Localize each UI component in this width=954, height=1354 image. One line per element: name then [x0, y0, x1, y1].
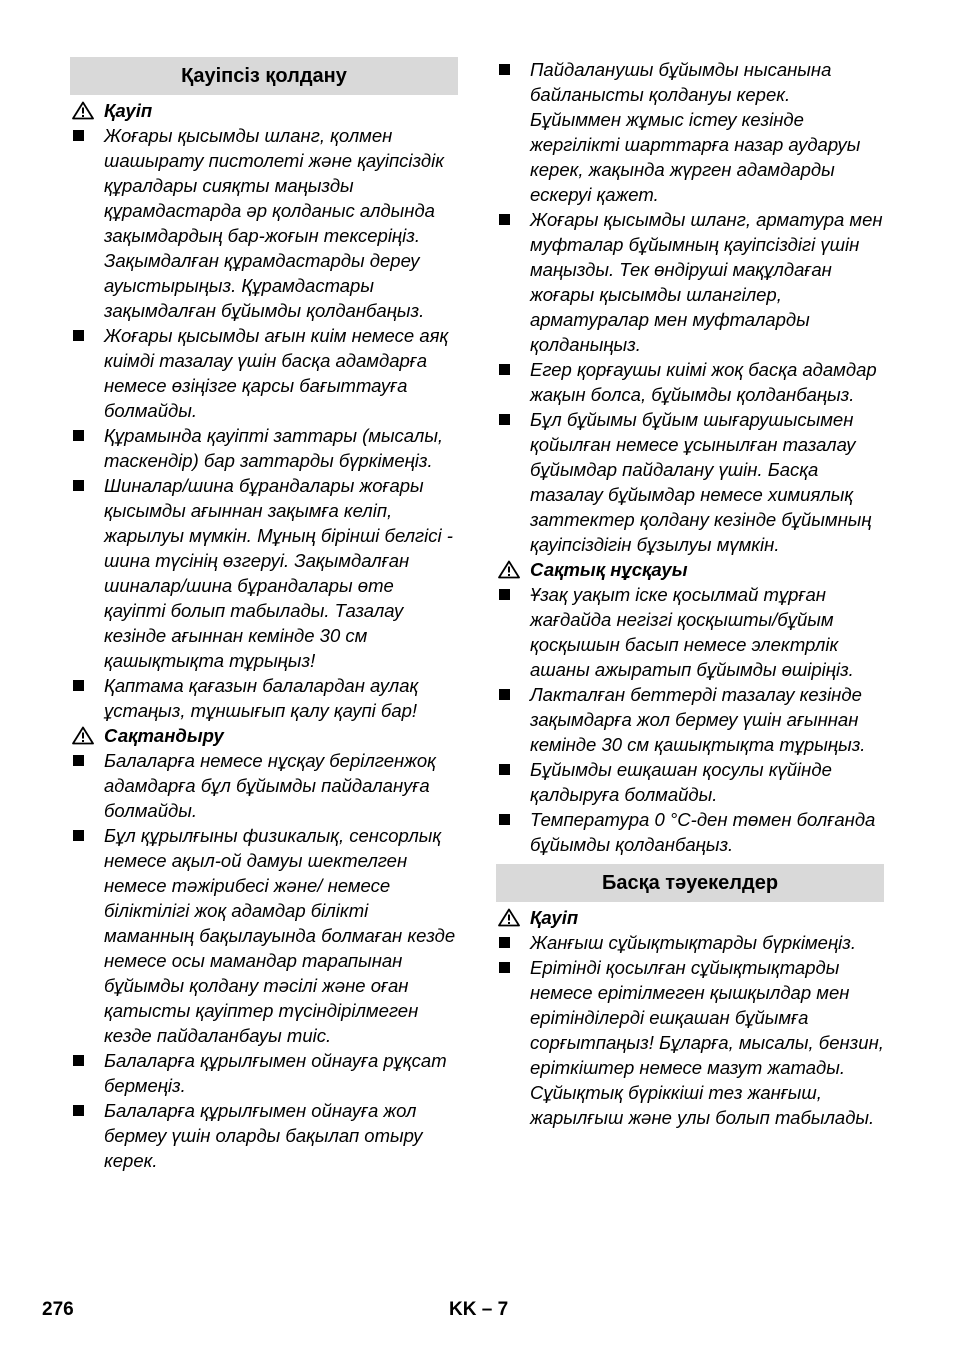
notice-title: Сақтық нұсқауы	[530, 559, 688, 580]
page-number: 276	[42, 1299, 74, 1320]
intro-list	[496, 57, 884, 557]
list-item: Температура 0 °C-ден төмен болғанда бұйымды қолданбаңыз.	[496, 807, 884, 857]
list-item: Пайдаланушы бұйымды нысанына байланысты қолдануы керек. Бұйыммен жұмыс істеу кезінде жергілікті шарттарға назар аударуы керек, жақында жүрген адамдарды ескеруі қажет.	[496, 57, 884, 207]
caution-title: Сақтандыру	[104, 725, 224, 746]
caution-list	[70, 748, 458, 1173]
danger-label	[70, 98, 458, 123]
list-item: Жоғары қысымды шланг, қолмен шашырату пистолеті және қауіпсіздік құралдары сияқты маңызды құрамдастарда әр қолданыс алдында зақымдардың бар-жоғын тексеріңіз. Зақымдалған құрамдастарды дереу ауыстырыңыз. Құрамдастары зақымдалған бұйымды қолданбаңыз.	[70, 123, 458, 323]
list-item: Жоғары қысымды ағын киім немесе аяқ киімді тазалау үшін басқа адамдарға немесе өзіңізге қарсы бағыттауға болмайды.	[70, 323, 458, 423]
list-item: Бұл құрылғыны физикалық, сенсорлық немесе ақыл-ой дамуы шектелген немесе тәжірибесі және/ немесе біліктілігі жоқ адамдар білікті маманның бақылауында болмаған кезде немесе осы мамандар тарапынан бұйымды қолдану тәсілі және оған қатысты қауіптер түсіндірілмеген кезде пайдаланбауы тиіс.	[70, 823, 458, 1048]
danger2-list	[496, 930, 884, 1130]
list-item: Жоғары қысымды шланг, арматура мен муфталар бұйымның қауіпсіздігі үшін маңызды. Тек өндіруші мақұлдаған жоғары қысымды шлангілер, арматуралар мен муфталарды қолданыңыз.	[496, 207, 884, 357]
section-heading-other-risks: Басқа тәуекелдер	[496, 864, 884, 902]
list-item: Құрамында қауіпті заттары (мысалы, таскендір) бар заттарды бүркімеңіз.	[70, 423, 458, 473]
list-item: Ұзақ уақыт іске қосылмай тұрған жағдайда негізгі қосқышты/бұйым қосқышын басып немесе электрлік ашаны ажыратып бұйымды өшіріңіз.	[496, 582, 884, 682]
list-item: Балаларға немесе нұсқау берілгенжоқ адамдарға бұл бұйымды пайдалануға болмайды.	[70, 748, 458, 823]
caution-label	[70, 723, 458, 748]
section-heading-safe-use: Қауіпсіз қолдану	[70, 57, 458, 95]
left-column	[70, 57, 458, 1173]
warning-triangle-icon	[72, 726, 94, 745]
list-item: Балаларға құрылғымен ойнауға жол бермеу үшін оларды бақылап отыру керек.	[70, 1098, 458, 1173]
warning-triangle-icon	[498, 908, 520, 927]
list-item: Бұл бұйымы бұйым шығарушысымен қойылған немесе ұсынылған тазалау бұйымдар пайдалану үшін. Басқа тазалау бұйымдар немесе химиялық заттектер қолдану кезінде бұйымның қауіпсіздігін бұзылуы мүмкін.	[496, 407, 884, 557]
warning-triangle-icon	[498, 560, 520, 579]
danger2-label	[496, 905, 884, 930]
danger-title: Қауіп	[104, 100, 153, 121]
warning-triangle-icon	[72, 101, 94, 120]
list-item: Бұйымды ешқашан қосулы күйінде қалдыруға болмайды.	[496, 757, 884, 807]
danger2-title: Қауіп	[530, 907, 579, 928]
list-item: Лакталған беттерді тазалау кезінде зақымдарға жол бермеу үшін ағыннан кемінде 30 см қашықтықта тұрыңыз.	[496, 682, 884, 757]
list-item: Ерітінді қосылған сұйықтықтарды немесе ерітілмеген қышқылдар мен ерітінділерді ешқашан бұйымға сорғытпаңыз! Бұларға, мысалы, бензин, еріткiштер немесе мазут жатады. Сұйықтық бүріккіші тез жанғыш, жарылғыш және улы болып табылады.	[496, 955, 884, 1130]
page-label: KK – 7	[449, 1299, 509, 1320]
list-item: Егер қорғаушы киімі жоқ басқа адамдар жақын болса, бұйымды қолданбаңыз.	[496, 357, 884, 407]
list-item: Шиналар/шина бұрандалары жоғары қысымды ағыннан зақымға келіп, жарылуы мүмкін. Мұның бірінші белгісі - шина түсінің өзгеруі. Зақымдалған шиналар/шина бұрандалары өте қауіпті болып табылады. Тазалау кезінде ағыннан кемінде 30 см қашықтықта тұрыңыз!	[70, 473, 458, 673]
list-item: Жанғыш сұйықтықтарды бүркімеңіз.	[496, 930, 884, 955]
list-item: Қаптама қағазын балалардан аулақ ұстаңыз, тұншығып қалу қаупі бар!	[70, 673, 458, 723]
list-item: Балаларға құрылғымен ойнауға рұқсат бермеңіз.	[70, 1048, 458, 1098]
right-column	[496, 57, 884, 1130]
notice-label	[496, 557, 884, 582]
danger-list	[70, 123, 458, 723]
notice-list	[496, 582, 884, 857]
